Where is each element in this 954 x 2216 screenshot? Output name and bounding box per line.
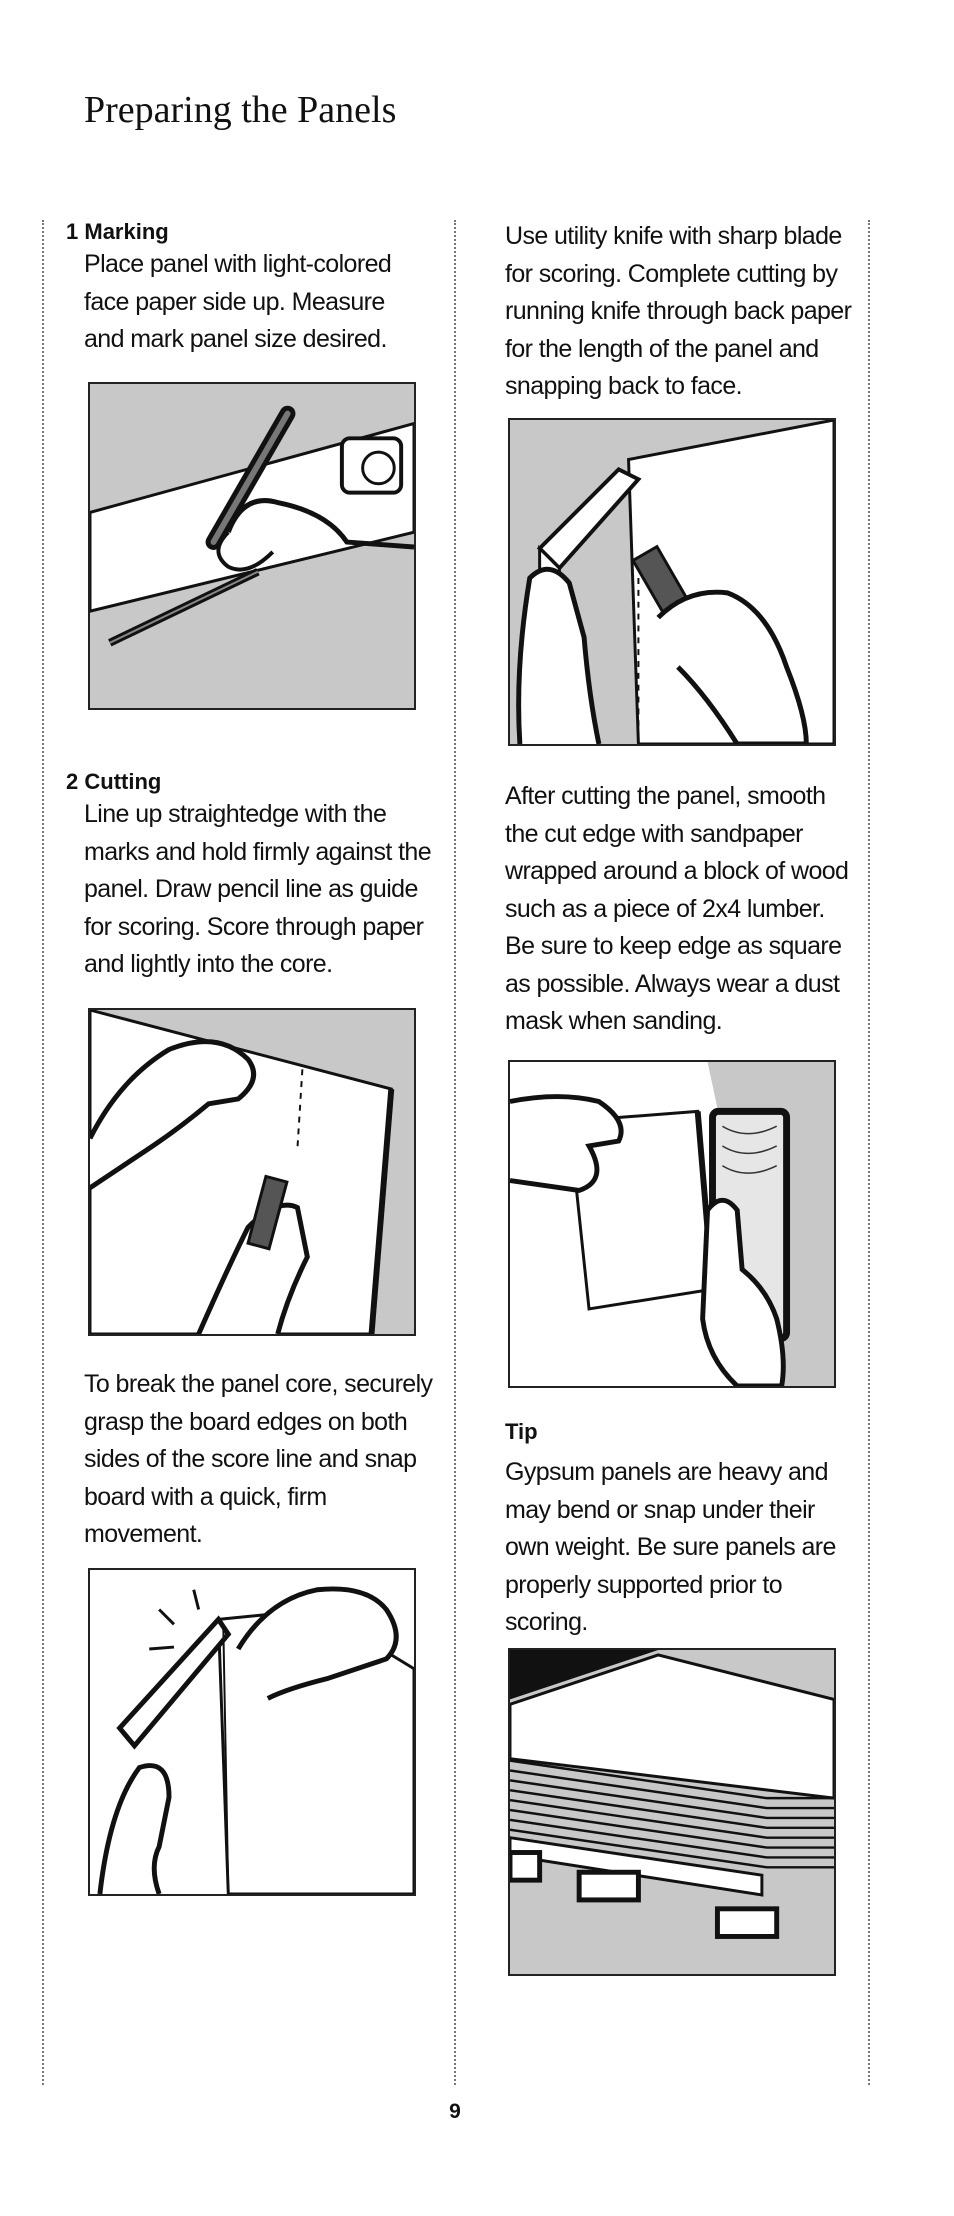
step-text: Line up straightedge with the marks and hold firmly against the panel. Draw pencil line as guide for scoring. Score through paper and lightly into the core. bbox=[84, 800, 432, 978]
tape-measure-marking-icon bbox=[90, 384, 414, 708]
step-text: Place panel with light-colored face paper side up. Measure and mark panel size desired. bbox=[84, 250, 392, 353]
step-text: To break the panel core, securely grasp the board edges on both sides of the score line and snap board with a quick, firm movement. bbox=[84, 1370, 433, 1548]
page-number: 9 bbox=[449, 2100, 461, 2123]
illustration-sanding bbox=[508, 1060, 836, 1388]
section-smooth bbox=[505, 778, 865, 1041]
snap-board-icon bbox=[90, 1570, 414, 1894]
illustration-marking bbox=[88, 382, 416, 710]
section-marking bbox=[66, 218, 446, 359]
sanding-block-icon bbox=[510, 1062, 834, 1386]
column-divider-left bbox=[42, 220, 44, 2085]
stacked-panels-pallet-icon bbox=[510, 1650, 834, 1974]
step-text: Use utility knife with sharp blade for scoring. Complete cutting by running knife through back paper for the length of the panel and snapping back to face. bbox=[505, 222, 852, 400]
step-number: 2 bbox=[66, 769, 79, 794]
utility-knife-back-cut-icon bbox=[510, 420, 834, 744]
section-tip bbox=[505, 1418, 865, 1642]
illustration-cutting bbox=[88, 1008, 416, 1336]
illustration-break bbox=[88, 1568, 416, 1896]
step-number: 1 bbox=[66, 219, 79, 244]
straightedge-scoring-icon bbox=[90, 1010, 414, 1334]
step-title: Marking bbox=[84, 219, 169, 244]
section-cutting bbox=[66, 768, 446, 984]
step-title: Cutting bbox=[84, 769, 162, 794]
page-title: Preparing the Panels bbox=[84, 89, 397, 131]
step-text: After cutting the panel, smooth the cut edge with sandpaper wrapped around a block of wood such as a piece of 2x4 lumber. Be sure to keep edge as square as possible. Always wear a dust mask when sanding. bbox=[505, 782, 849, 1035]
illustration-knife bbox=[508, 418, 836, 746]
column-divider-center bbox=[454, 220, 456, 2085]
tip-text: Gypsum panels are heavy and may bend or snap under their own weight. Be sure panels are properly supported prior to scoring. bbox=[505, 1458, 836, 1636]
tip-heading: Tip bbox=[505, 1419, 538, 1444]
section-knife bbox=[505, 218, 865, 406]
illustration-stack bbox=[508, 1648, 836, 1976]
section-heading bbox=[66, 768, 446, 796]
section-break bbox=[84, 1366, 444, 1554]
column-divider-right bbox=[868, 220, 870, 2085]
section-heading bbox=[66, 218, 446, 246]
